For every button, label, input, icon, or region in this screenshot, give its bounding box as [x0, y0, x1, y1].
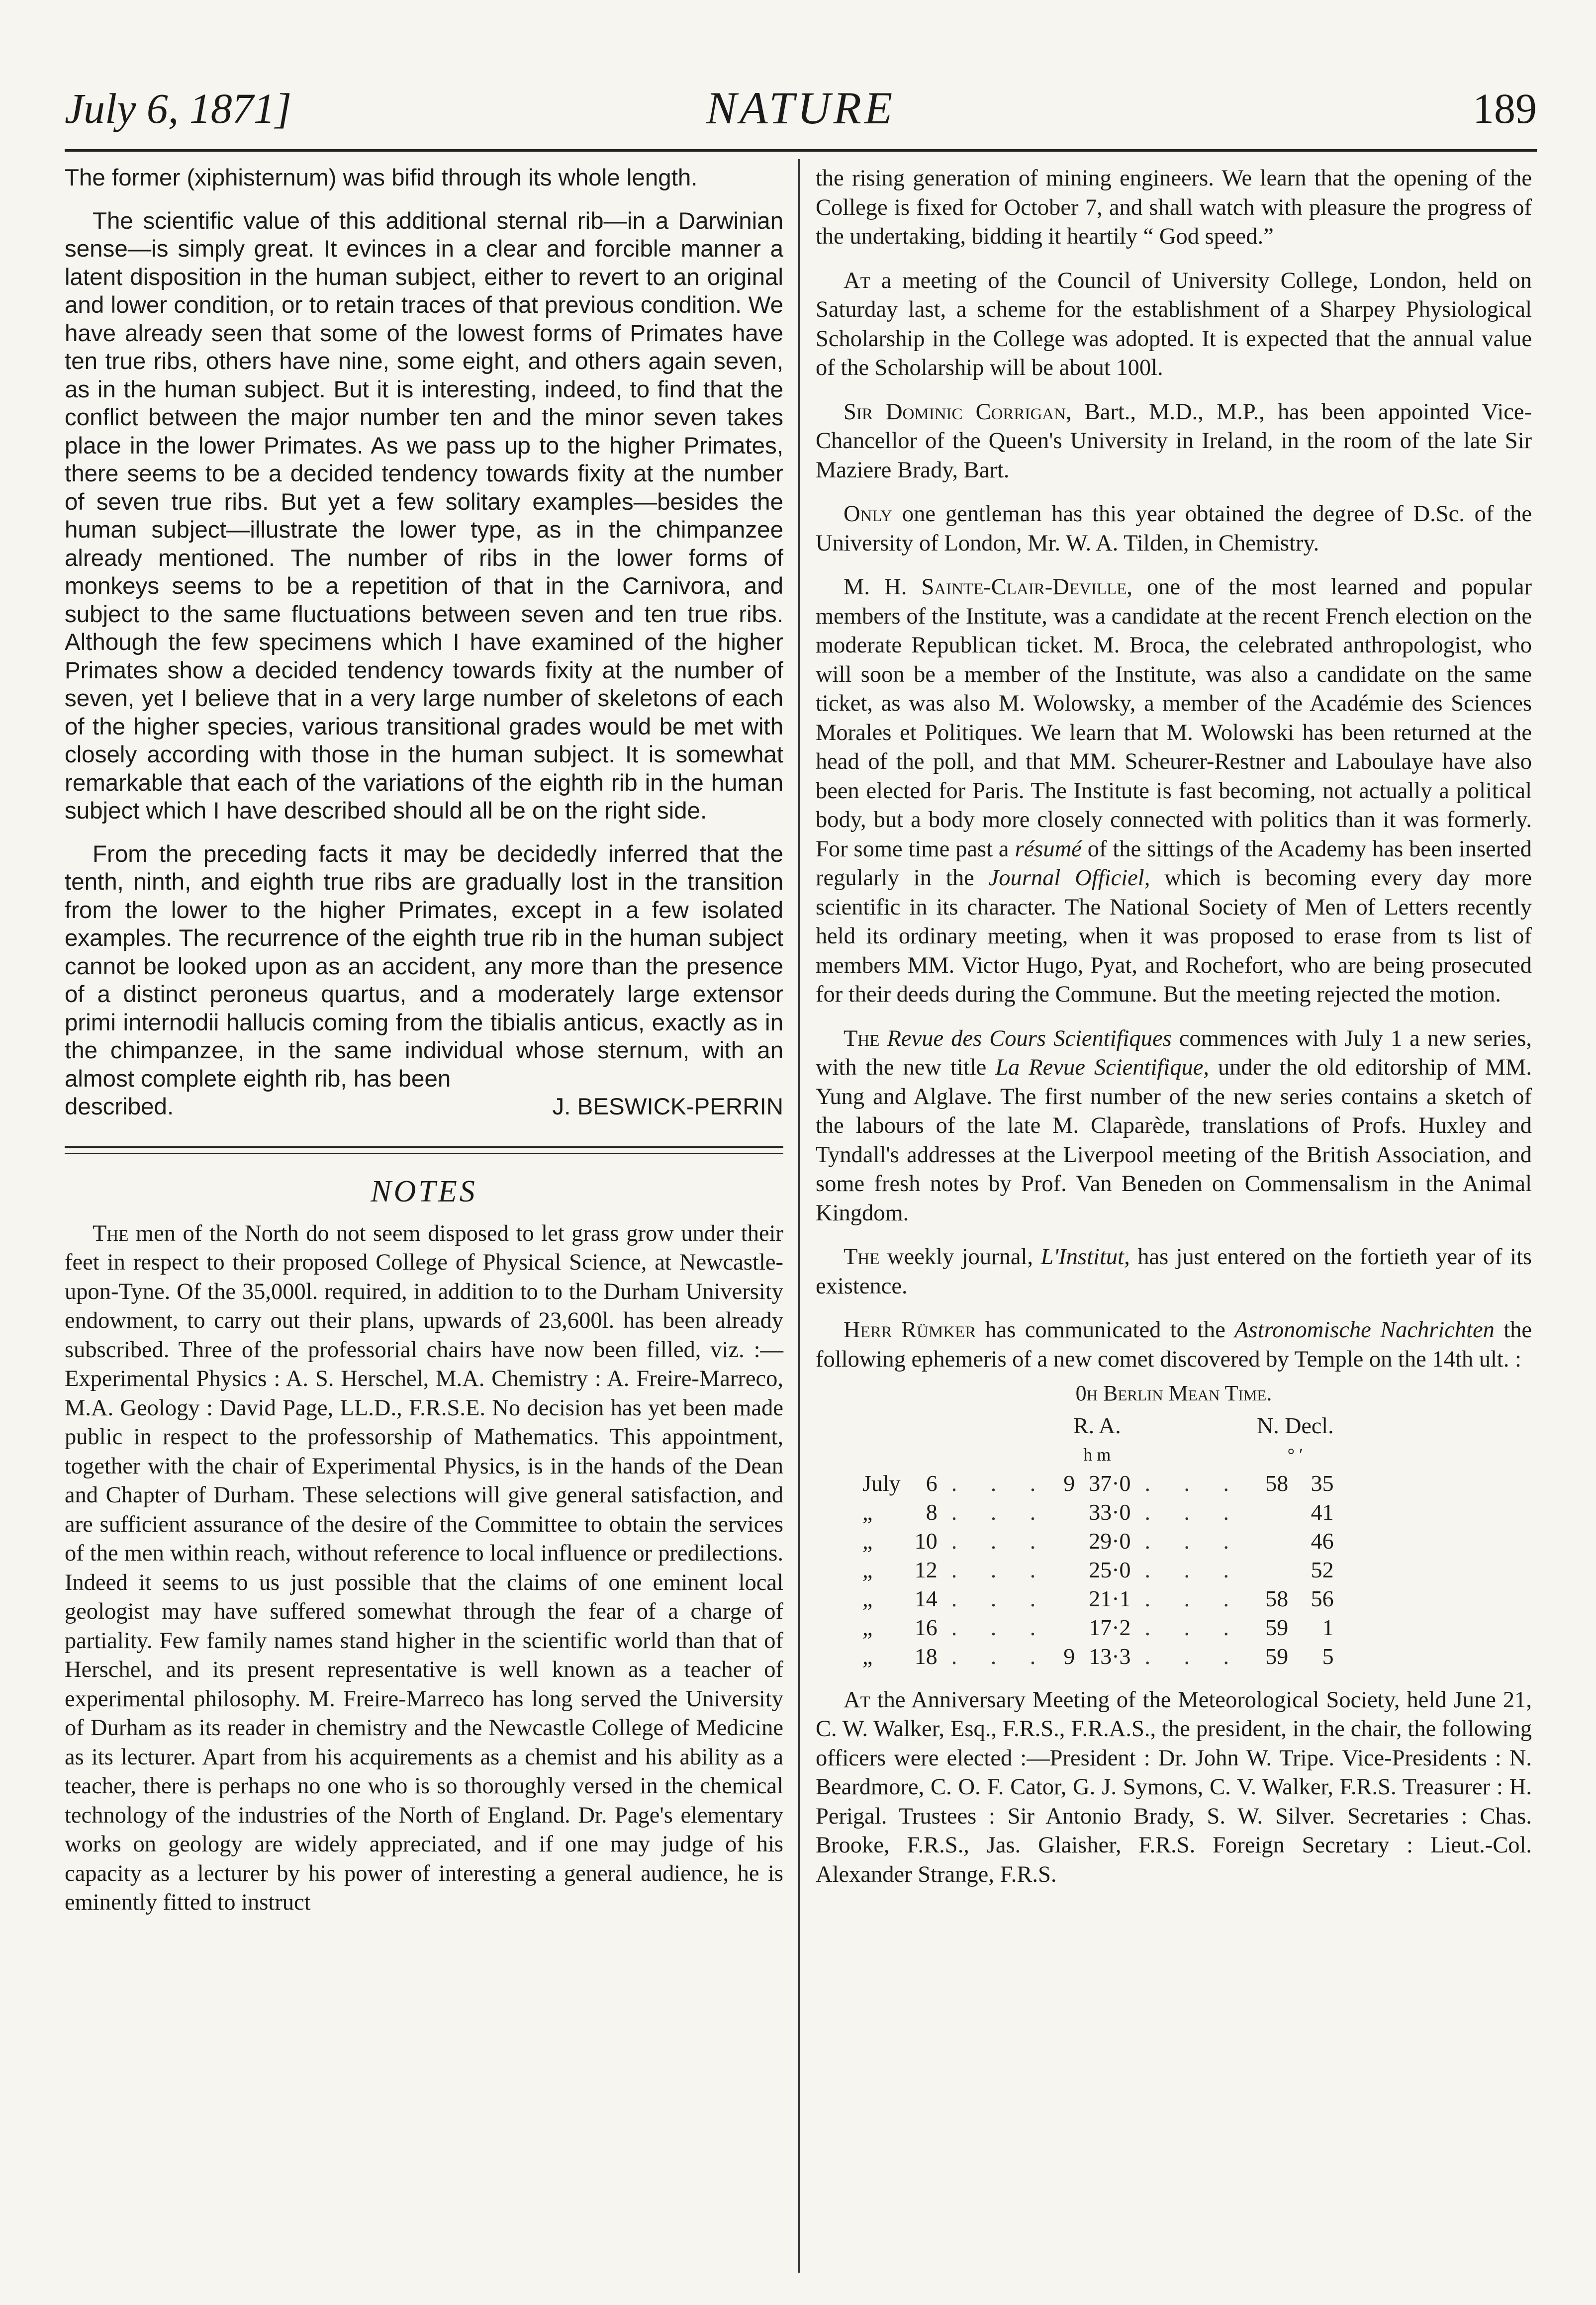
- ephemeris-rows: [855, 1469, 1341, 1671]
- column-divider: [798, 159, 800, 2273]
- article-paragraph-1: The former (xiphisternum) was bifid through its whole length.: [65, 165, 698, 191]
- journal-title: NATURE: [706, 83, 896, 133]
- decl-degrees: 59: [1265, 1643, 1289, 1669]
- ra-hours: [1056, 1613, 1082, 1642]
- ephemeris-row: [855, 1584, 1341, 1613]
- issue-date: July 6, 1871]: [65, 85, 292, 132]
- comet-ephemeris: [816, 1379, 1532, 1671]
- date-month: „: [862, 1585, 873, 1611]
- decl-degrees: 59: [1265, 1614, 1289, 1640]
- notes-paragraph-6: The Revue des Cours Scientifiques commences with July 1 a new series, with the new title La Revue Scientifique, under the old editorship of MM. Yung and Alglave. The first number of the new series contains a sketch of the labours of the late M. Claparède, translations of Profs. Huxley and Tyndall's addresses at the Liverpool meeting of the British Association, and some fresh notes by Prof. Van Beneden on Commensalism in the Animal Kingdom.: [816, 1025, 1532, 1226]
- ra-hours: 9: [1063, 1470, 1075, 1496]
- ephemeris-row: [855, 1469, 1341, 1498]
- date-month: „: [862, 1614, 873, 1640]
- decl-degrees: [1250, 1556, 1295, 1584]
- date-day: 12: [914, 1557, 938, 1582]
- article-continuation: [65, 164, 783, 1121]
- ephemeris-row: [855, 1498, 1341, 1527]
- decl-column-header: N. Decl.: [1257, 1412, 1334, 1438]
- leader-dots: . . .: [951, 1643, 1050, 1669]
- ra-hours: [1056, 1527, 1082, 1556]
- date-month: „: [862, 1528, 873, 1554]
- notes-paragraph-7: The weekly journal, L'Institut, has just entered on the fortieth year of its existence.: [816, 1244, 1532, 1299]
- decl-minutes: 1: [1322, 1614, 1334, 1640]
- right-column: [816, 164, 1532, 1904]
- date-month: „: [862, 1643, 873, 1669]
- date-day: 6: [926, 1470, 938, 1496]
- notes-paragraph-4: Only one gentleman has this year obtained the degree of D.Sc. of the University of London, Mr. W. A. Tilden, in Chemistry.: [816, 501, 1532, 556]
- lead-word: The: [93, 1220, 129, 1246]
- ra-hours: [1056, 1584, 1082, 1613]
- leader-dots: . . .: [951, 1585, 1050, 1611]
- continued-paragraph: the rising generation of mining engineers. We learn that the opening of the College is fixed for October 7, and shall watch with pleasure the progress of the undertaking, bidding it heartily “ God speed.”: [816, 166, 1532, 249]
- notes-paragraph-8: Herr Rümker has communicated to the Astronomische Nachrichten the following ephemeris of a new comet discovered by Temple on the 14th ult. :: [816, 1317, 1532, 1372]
- decl-degrees: [1250, 1527, 1295, 1556]
- leader-dots: . . .: [951, 1470, 1050, 1496]
- page-number: 189: [1473, 85, 1537, 132]
- date-day: 10: [914, 1528, 938, 1554]
- ephemeris-table: [855, 1411, 1341, 1671]
- notes-section: [65, 1219, 783, 1918]
- leader-dots: . . .: [1144, 1614, 1243, 1640]
- leader-dots: . . .: [1144, 1585, 1243, 1611]
- section-divider: [65, 1146, 783, 1154]
- leader-dots: . . .: [951, 1614, 1050, 1640]
- ra-minutes: 37·0: [1089, 1470, 1131, 1496]
- decl-minutes: 41: [1311, 1499, 1334, 1525]
- leader-dots: . . .: [1144, 1643, 1243, 1669]
- date-month: „: [862, 1557, 873, 1582]
- leader-dots: . . .: [951, 1528, 1050, 1554]
- ra-column-header: R. A.: [1073, 1412, 1121, 1438]
- ephemeris-header-row: [855, 1411, 1341, 1440]
- notes-paragraph-3: Sir Dominic Corrigan, Bart., M.D., M.P., has been appointed Vice-Chancellor of the Queen's University in Ireland, in the room of the late Sir Maziere Brady, Bart.: [816, 399, 1532, 483]
- ra-hours: [1056, 1498, 1082, 1527]
- decl-minutes: 56: [1311, 1585, 1334, 1611]
- decl-minutes: 52: [1311, 1557, 1334, 1582]
- leader-dots: . . .: [1144, 1499, 1243, 1525]
- decl-minutes: 35: [1311, 1470, 1334, 1496]
- ra-minutes: 17·2: [1089, 1614, 1131, 1640]
- decl-units: ° ′: [1287, 1444, 1303, 1465]
- signature-line: [65, 1093, 783, 1121]
- notes-paragraph-2: At a meeting of the Council of University College, London, held on Saturday last, a scheme for the establishment of a Sharpey Physiological Scholarship in the College was adopted. It is expected that the annual value of the Scholarship will be about 100l.: [816, 268, 1532, 380]
- ra-hours: [1056, 1556, 1082, 1584]
- ra-minutes: 29·0: [1089, 1528, 1131, 1554]
- left-column: [65, 164, 783, 1933]
- date-month: „: [862, 1499, 873, 1525]
- leader-dots: . . .: [951, 1557, 1050, 1582]
- ephemeris-row: [855, 1527, 1341, 1556]
- article-paragraph-2: The scientific value of this additional sternal rib—in a Darwinian sense—is simply great. It evinces in a clear and forcible manner a latent disposition in the human subject, either to revert to an original and lower condition, or to retain traces of that previous condition. We have already seen that some of the lowest forms of Primates have ten true ribs, others have nine, some eight, and others again seven, as in the human subject. But it is interesting, indeed, to find that the conflict between the major number ten and the minor seven takes place in the lower Primates. As we pass up to the higher Primates, there seems to be a decided tendency towards fixity at the number of seven true ribs. But yet a few solitary examples—besides the human subject—illustrate the lower type, as in the chimpanzee already mentioned. The number of ribs in the lower forms of monkeys seems to be a repetition of that in the Carnivora, and subject to the same fluctuations between seven and ten true ribs. Although the few specimens which I have examined of the higher Primates show a decided tendency towards fixity at the number of seven, yet I believe that in a very large number of skeletons of each of the higher species, various transitional grades would be met with closely according with those in the human subject. It is somewhat remarkable that each of the variations of the eighth rib in the human subject which I have described should all be on the right side.: [65, 207, 783, 824]
- running-header: [65, 75, 1537, 152]
- leader-dots: . . .: [1144, 1528, 1243, 1554]
- ra-minutes: 33·0: [1089, 1499, 1131, 1525]
- leader-dots: . . .: [1144, 1557, 1243, 1582]
- closing-word: described.: [65, 1094, 174, 1120]
- date-day: 14: [914, 1585, 938, 1611]
- ra-minutes: 13·3: [1089, 1643, 1131, 1669]
- date-day: 8: [926, 1499, 938, 1525]
- decl-minutes: 5: [1322, 1643, 1334, 1669]
- ra-hours: 9: [1063, 1643, 1075, 1669]
- ra-minutes: 21·1: [1089, 1585, 1131, 1611]
- decl-degrees: 58: [1265, 1470, 1289, 1496]
- decl-degrees: 58: [1265, 1585, 1289, 1611]
- ra-minutes: 25·0: [1089, 1557, 1131, 1582]
- ra-units: h m: [1083, 1444, 1111, 1465]
- notes-paragraph-5: M. H. Sainte-Clair-Deville, one of the most learned and popular members of the Institute, was a candidate at the recent French election on the moderate Republican ticket. M. Broca, the celebrated anthropologist, who will soon be a member of the Institute, was also a candidate on the same ticket, as was also M. Wolowsky, a member of the Académie des Sciences Morales et Politiques. We learn that M. Wolowski has been returned at the head of the poll, and that MM. Scheurer-Restner and Laboulaye have also been elected for Paris. The Institute is fast becoming, not actually a political body, but a body more closely connected with politics than it was formerly. For some time past a résumé of the sittings of the Academy has been inserted regularly in the Journal Officiel, which is becoming every day more scientific in its character. The National Society of Men of Letters recently held its ordinary meeting, when it was proposed to erase from ts list of members MM. Victor Hugo, Pyat, and Rochefort, who are being prosecuted for their deeds during the Commune. But the meeting rejected the motion.: [816, 574, 1532, 1007]
- decl-minutes: 46: [1311, 1528, 1334, 1554]
- date-day: 18: [914, 1643, 938, 1669]
- ephemeris-row: [855, 1642, 1341, 1671]
- author-signature: J. BESWICK-PERRIN: [552, 1094, 783, 1120]
- date-month: July: [862, 1470, 901, 1496]
- notes-paragraph-1-text: men of the North do not seem disposed to let grass grow under their feet in respect to their proposed College of Physical Science, at Newcastle-upon-Tyne. Of the 35,000l. required, in addition to to the Durham University endowment, to carry out their plans, upwards of 23,600l. has been already subscribed. Three of the professorial chairs have now been filled, viz. :—Experimental Physics : A. S. Herschel, M.A. Chemistry : A. Freire-Marreco, M.A. Geology : David Page, LL.D., F.R.S.E. No decision has yet been made public in respect to the professorship of Mathematics. This appointment, together with the chair of Experimental Physics, is in the hands of the Dean and Chapter of Durham. These selections will give general satisfaction, and are sufficient assurance of the desire of the Committee to obtain the services of the men within reach, without reference to local influence or predilections. Indeed it seems to us just possible that the claims of one eminent local geologist may have suffered somewhat through the fear of a charge of partiality. Few family names stand higher in the scientific world than that of Herschel, and its present representative is well known as a teacher of experimental philosophy. M. Freire-Marreco has long served the University of Durham as its reader in chemistry and the Newcastle College of Medicine as its lecturer. Apart from his acquirements as a chemist and his ability as a teacher, there is perhaps no one who is so thoroughly versed in the chemical technology of the industries of the North of England. Dr. Page's elementary works on geology are widely appreciated, and if one may judge of his capacity as a lecturer by his power of interesting a general audience, he is eminently fitted to instruct: [65, 1220, 783, 1915]
- notes-paragraph-9: At the Anniversary Meeting of the Meteorological Society, held June 21, C. W. Walker, Esq., F.R.S., F.R.A.S., the president, in the chair, the following officers were elected :—President : Dr. John W. Tripe. Vice-Presidents : N. Beardmore, C. O. F. Cator, G. J. Symons, C. V. Walker, F.R.S. Treasurer : H. Perigal. Trustees : Sir Antonio Brady, S. W. Silver. Secretaries : Chas. Brooke, F.R.S., Jas. Glaisher, F.R.S. Foreign Secretary : Lieut.-Col. Alexander Strange, F.R.S.: [816, 1687, 1532, 1887]
- ephemeris-row: [855, 1613, 1341, 1642]
- notes-paragraph-1: [65, 1219, 783, 1918]
- leader-dots: . . .: [951, 1499, 1050, 1525]
- ephemeris-row: [855, 1556, 1341, 1584]
- ephemeris-units-row: [855, 1440, 1341, 1469]
- leader-dots: . . .: [1144, 1470, 1243, 1496]
- article-paragraph-3: From the preceding facts it may be decidedly inferred that the tenth, ninth, and eighth true ribs are gradually lost in the transition from the lower to the higher Primates, except in a few isolated examples. The recurrence of the eighth true rib in the human subject cannot be looked upon as an accident, any more than the presence of a distinct peroneus quartus, and a moderately large extensor primi internodii hallucis coming from the tibialis anticus, exactly as in the chimpanzee, in the same individual whose sternum, with an almost complete eighth rib, has been: [65, 840, 783, 1092]
- decl-degrees: [1250, 1498, 1295, 1527]
- notes-heading: NOTES: [371, 1174, 477, 1208]
- date-day: 16: [914, 1614, 938, 1640]
- ephemeris-title: 0h Berlin Mean Time.: [1075, 1381, 1272, 1405]
